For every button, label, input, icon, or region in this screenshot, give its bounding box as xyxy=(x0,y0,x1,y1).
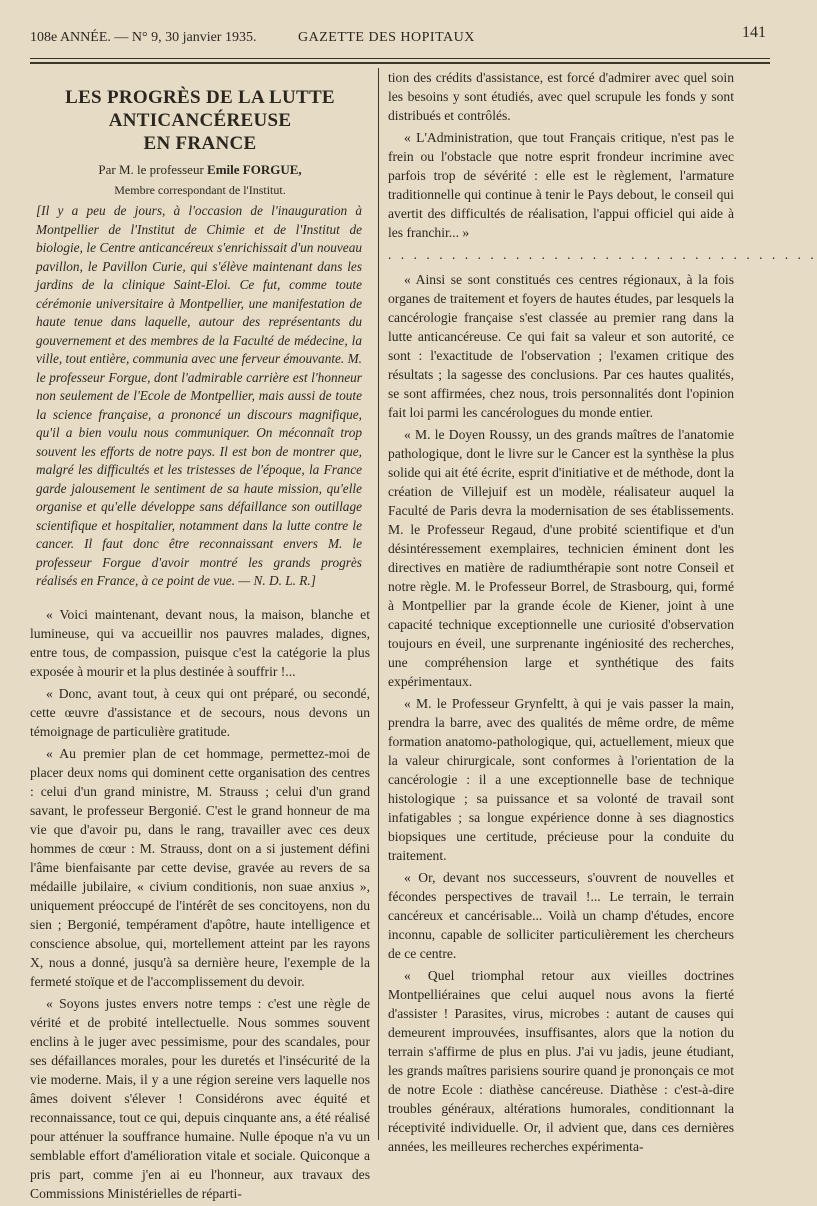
author-title: Membre correspondant de l'Institut. xyxy=(114,183,286,197)
running-header xyxy=(30,24,770,52)
issue-info: 108e ANNÉE. — N° 9, 30 janvier 1935. xyxy=(30,30,257,45)
intro-text: [Il y a peu de jours, à l'occasion de l'inauguration à Montpellier de l'Institut de Chimie et de l'Institut de biologie, le Centre anticancéreux s'enrichissait d'un nouveau pavillon, le Pavillon Curie, qui s'élève maintenant dans les jardins de la clinique Saint-Eloi. Ce fut, comme toute cérémonie universitaire à Montpellier, une manifestation de haute tenue dans laquelle, autour des représentants du gouvernement et des membres de la Faculté de médecine, la ville, tout entière, communia avec une ferveur émouvante. M. le professeur Forgue, dont l'admirable carrière est l'honneur non seulement de l'Ecole de Montpellier, mais aussi de toute la science française, a prononcé un discours magnifique, qu'il a bien voulu nous communiquer. On méconnaît trop souvent les efforts de notre pays. Il est bon de montrer que, malgré les difficultés et les tristesses de l'époque, la France garde jalousement le sentiment de sa haute mission, qu'elle organise et qu'elle développe sans défaillance son outillage scientifique et hospitalier, notamment dans la lutte contre le cancer. Il faut donc être reconnaissant envers M. le professeur Forgue d'avoir montré les grands progrès réalisés en France, à ce point de vue. — N. D. L. R.] xyxy=(36,203,362,588)
paragraph: « L'Administration, que tout Français critique, n'est pas le frein ou l'obstacle que notre esprit frondeur incrimine avec parfois trop de sévérité : elle est le règlement, l'armature traditionnelle qui continue à tenir le Pays debout, le conseil qui avertit des difficultés de réalisation, l'appui officiel qui aide à les franchir... » xyxy=(388,130,734,240)
column-divider xyxy=(378,68,379,1140)
paragraph: « Soyons justes envers notre temps : c'est une règle de vérité et de probité intellectuelle. Nous sommes souvent enclins à le juger avec pessimisme, pour des scandales, pour ses défaillances morales, pour les duretés et l'insécurité de la vie moderne. Mais, il y a une région sereine vers laquelle nos âmes doivent s'élever ! Considérons avec équité et reconnaissance, tout ce qui, depuis cinquante ans, a été réalisé pour atténuer la souffrance humaine. Nulle époque n'a vu un semblable effort d'amélioration vitale et sociale. Quiconque a pris part, comme j'en ai eu l'honneur, aux travaux des Commissions Ministérielles de réparti- xyxy=(30,995,370,1201)
header-rule-thick xyxy=(30,62,770,64)
ellipsis-separator: . . . . . . . . . . . . . . . . . . . . . . . . . . . . . . . . . . xyxy=(388,247,817,262)
byline xyxy=(30,161,370,179)
paragraph: tion des crédits d'assistance, est forcé d'admirer avec quel soin les besoins y sont étudiés, avec quel scrupule les fonds y sont distribués et contrôlés. xyxy=(388,70,734,123)
header-rule-thin xyxy=(30,58,770,59)
paragraph: « M. le Professeur Grynfeltt, à qui je vais passer la main, prendra la barre, avec des qualités de même ordre, de même formation anatomo-pathologique, qui, actuellement, mieux que la valeur chirurgicale, sont conformes à l'orientation de la cancérologie : il a une exceptionnelle base de technique histologique ; sa puissance et sa volonté de travail sont infatigables ; sa longue expérience donne à ses diagnostics biopsiques une certitude, précieuse pour la conduite du traitement. xyxy=(388,696,734,863)
right-column xyxy=(388,68,817,1159)
author-name: Emile FORGUE, xyxy=(207,162,302,177)
paragraph: « Donc, avant tout, à ceux qui ont préparé, ou secondé, cette œuvre d'assistance et de secours, nous devons un témoignage de particulière gratitude. xyxy=(30,685,370,739)
journal-title: GAZETTE DES HOPITAUX xyxy=(298,30,475,45)
article-title xyxy=(30,86,370,155)
byline-prefix: Par M. le professeur xyxy=(98,162,204,177)
paragraph: « Or, devant nos successeurs, s'ouvrent de nouvelles et fécondes perspectives de travail !... Le terrain, le terrain cancéreux et cancérisable... Voilà un champ d'études, encore inconnu, capable de solliciter particulièrement les chercheurs de ce centre. xyxy=(388,870,734,961)
paragraph: « Quel triomphal retour aux vieilles doctrines Montpelliéraines que celui auquel nous avons la fierté d'assister ! Parasites, virus, microbes : autant de causes qui demeurent improuvées, insuffisantes, alors que la notion du terrain s'affirme de plus en plus. J'ai vu jadis, jeune étudiant, les grands maîtres parisiens sourire quand je prononçais ce mot de notre Ecole : diathèse cancéreuse. Diathèse : c'est-à-dire troubles généraux, altérations humorales, conditionnant la réceptivité individuelle. Or, il advient que, dans ces dernières années, les meilleures recherches expérimenta- xyxy=(388,968,734,1154)
page-number: 141 xyxy=(742,24,766,41)
paragraph: « Voici maintenant, devant nous, la maison, blanche et lumineuse, qui va accueillir nos pauvres malades, dignes, entre tous, de compassion, puisque c'est la catégorie la plus exposée à mourir et la plus destinée à souffrir !... xyxy=(30,606,370,679)
paragraph: « M. le Doyen Roussy, un des grands maîtres de l'anatomie pathologique, dont le livre sur le Cancer est la synthèse la plus solide qui ait été écrite, esprit d'initiative et de méthode, dont la création de Villejuif est un modèle, réalisateur auquel la Faculté de Paris devra la modernisation de ses établissements. M. le Professeur Regaud, d'une probité scientifique et d'un désintéressement exemplaires, technicien éminent dont les directives en matière de radiumthérapie sont notre Conseil et notre règle. M. le Professeur Borrel, de Strasbourg, qui, formé à Montpellier par la grande école de Kiener, joint à une capacité technique exceptionnelle une curiosité d'observation toujours en éveil, une surprenante ingéniosité des recherches, une compréhension large et synthétique des faits expérimentaux. xyxy=(388,427,734,689)
left-column xyxy=(30,68,370,1206)
title-line-2: EN FRANCE xyxy=(143,133,257,154)
paragraph: « Au premier plan de cet hommage, permettez-moi de placer deux noms qui dominent cette organisation des centres : celui d'un grand ministre, M. Strauss ; celui d'un grand savant, le professeur Bergonié. C'est le grand honneur de ma vie que d'avoir pu, dans le rang, travailler avec ces deux hommes de cœur : M. Strauss, dont on a si justement défini l'âme bienfaisante par cette devise, gravée au revers de sa médaille jubilaire, « civium conditionis, non suae anxius », uniquement préoccupé de l'intérêt de ses concitoyens, non du sien ; Bergonié, tempérament d'apôtre, haute intelligence et conscience absolue, qui, mortellement atteint par les rayons X, nous a donné, jusqu'à sa dernière heure, l'exemple de la fermeté stoïque et de l'accomplissement du devoir. xyxy=(30,745,370,989)
editorial-intro xyxy=(36,202,362,591)
paragraph: « Ainsi se sont constitués ces centres régionaux, à la fois organes de traitement et foyers de hautes études, par lesquels la cancérologie française s'est classée au premier rang dans la lutte anticancéreuse. Ce qui fait sa valeur et son autorité, ce sont : l'exactitude de l'observation ; l'examen critique des résultats ; la sagesse des conclusions. Par ces hautes qualités, se sont affirmées, chez nous, trois personnalités dont l'opinion fait loi parmi les cancérologues du monde entier. xyxy=(388,272,734,420)
title-line-1: LES PROGRÈS DE LA LUTTE ANTICANCÉREUSE xyxy=(65,87,335,131)
